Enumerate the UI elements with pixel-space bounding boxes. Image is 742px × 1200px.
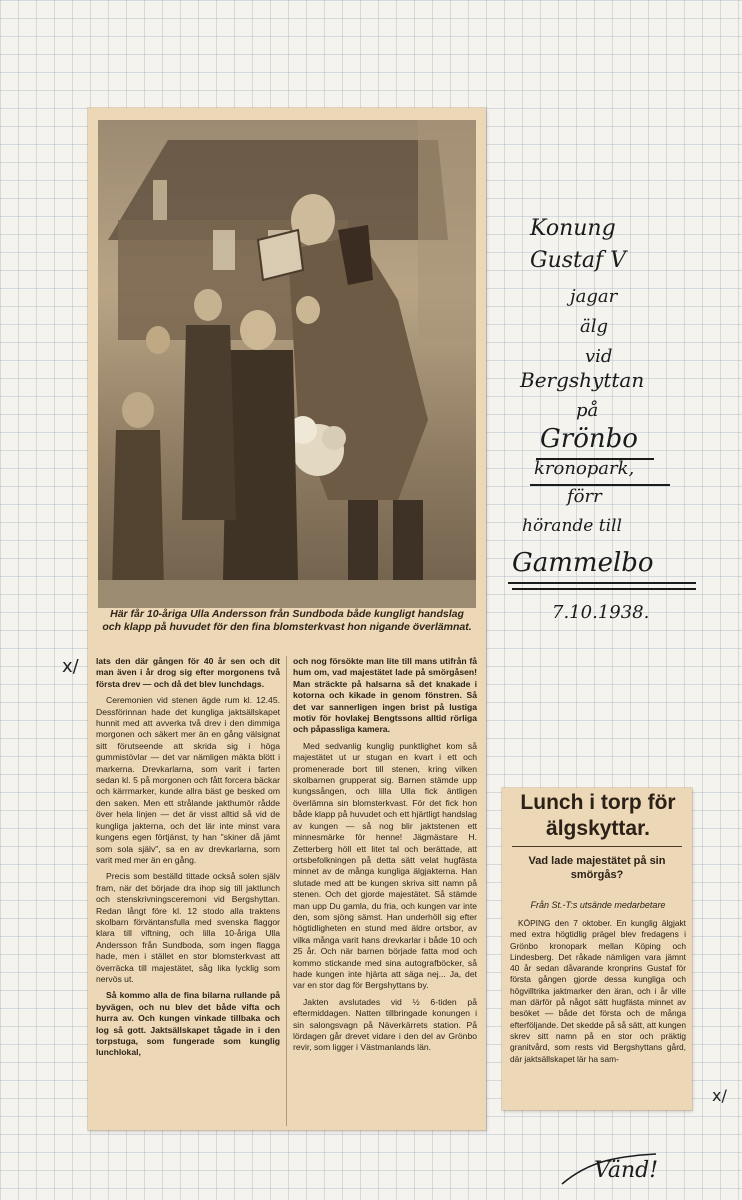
lunch-byline: Från St.-T:s utsände medarbetare: [530, 900, 666, 910]
handwriting-line-5: vid: [585, 346, 613, 367]
headline-rule: [512, 846, 682, 847]
margin-mark-right: x/: [712, 1086, 727, 1105]
article-paragraph: Så kommo alla de fina bilarna rullande på byvägen, och nu blev det både vifta och hurra av. Och kungen vinkade tillbaka och log så gott. Jaktsällskapet tågade in i den torpstuga, som fungerade som kunglig lunchlokal,: [96, 990, 280, 1058]
handwriting-line-11: hörande till: [522, 516, 622, 536]
handwriting-line-3: jagar: [570, 286, 618, 307]
article-paragraph: och nog försökte man lite till mans utifrån få hum om, vad majestätet lade på smörgåsen! Man sträckte på halsarna så det knakade i kotorna och kikade in genom fönstren. Så det var sannerligen ingen brist på lustiga motiv för hovlakej Bengtssons alltid rörliga och påpassliga kamera.: [293, 656, 477, 735]
handwriting-line-2: Gustaf V: [530, 248, 627, 273]
lunch-headline: Lunch i torp för älgskyttar.: [520, 791, 676, 840]
article-paragraph: Precis som beställd tittade också solen själv fram, när det började dra ihop sig till jaktlunch och stenskrivningsceremoni vid Bergshyttan. Redan långt före kl. 12 stodo alla traktens skolbarn förväntansfulla med svenska flaggor klara till viftning, och lilla 10-åriga Ulla Andersson från Sundboda, som ingen flagga hade, men i stället en stor blomsterkvast att överräcka till majestätet, såg lika lycklig som nervös ut.: [96, 871, 280, 984]
article-paragraph: Ceremonien vid stenen ägde rum kl. 12.45. Dessförinnan hade det kungliga jaktsällskapet hunnit med att avverka två drev i den dimmiga morgonen och säkert mer än en gång välsignat sitt förutseende att skrida sig i höga gummistövlar — det var nämligen mäkta blött i markerna. Drevkarlarna, som varit i farten sedan kl. 5 på morgonen och fått forcera bäckar och kärrmarker, kunde allra bäst ge besked om den saken. Men ett strålande jakthumör rådde över hela linjen — det är visst alltid så vid de kungliga jakterna, och det lär inte minst vara kungens egen förtjänst, ty han "skiner då jämt som sola själv", sa en av drevkarlarna, som varit med mer än en gång.: [96, 695, 280, 865]
handwriting-line-6: Bergshyttan: [520, 368, 645, 392]
lunch-body-text: KÖPING den 7 oktober. En kunglig älgjakt med extra högtidlig prägel blev fredagens i Grönbo kronopark mellan Köping och Lindesberg. Det råkade nämligen vara jämnt 40 år sedan dåvarande kronprins Gustaf för första gången gjorde dessa kungliga och högvilltrika jaktmarker den äran, och i år ville man därför på något sätt hugfästa minnet av besöket — både det första och de många efterföljande. Det skedde på så sätt, att kungen skrev sitt namn på en stor och präktig granitvård, som rests vid Bergshyttans gård, där jaktsällskapet lär ha sam-: [510, 918, 686, 1064]
article-paragraph: lats den där gången för 40 år sen och dit man även i år drog sig efter morgonens två första drev — och då det blev lunchdags.: [96, 656, 280, 689]
lunch-subheadline: Vad lade majestätet på sin smörgås?: [528, 855, 666, 881]
newspaper-clipping-main: [88, 108, 486, 1130]
underline-gammelbo-2: [512, 588, 696, 590]
handwriting-date: 7.10.1938.: [552, 602, 650, 623]
handwriting-line-10: förr: [567, 486, 602, 507]
handwriting-line-12: Gammelbo: [512, 548, 654, 578]
handwriting-line-8: Grönbo: [540, 424, 638, 454]
handwriting-turn-over: Vänd!: [594, 1158, 659, 1183]
newspaper-clipping-lunch: [502, 788, 692, 1110]
column-divider: [286, 656, 287, 1126]
photo-illustration: [98, 120, 476, 608]
article-paragraph: Med sedvanlig kunglig punktlighet kom så majestätet ut ur stugan en kvart i ett och promenerade bort till stenen, kring vilken skolbarnen grupperat sig. Barnen stämde upp kungssången, och lilla Ulla fick äntligen överlämna sin blomsterkvast. För det fick hon både klapp på huvudet och ett hjärtligt handslag av kungen — så nog blir jaktstenen ett minnesmärke för henne! Jägmästare H. Zetterberg höll ett litet tal och berättade, att ortsbefolkningen på detta sätt velat hugfästa minnet av de många kungliga älgjakterna. Han slutade med att be kungen skriva sitt namn på stenen. Och det gjorde majestätet. Så stämde man upp Du gamla, du fria, och kungen var inte den, som sjöng sämst. Han underhöll sig efter högtidligheten en stund med äldre ortsbor, av vilka många varit hans drevkarlar i både 10 och 25 år. Och när barnen började fatta mod och kommo stickande med sina autografböcker, så hade kungen inte hjärta att säga nej... Ja, det var en stor dag för Bergshyttans by.: [293, 740, 477, 991]
article-column-left: [96, 656, 280, 1064]
handwriting-line-4: älg: [580, 316, 609, 337]
photo-caption: Här får 10-åriga Ulla Andersson från Sundboda både kungligt handslag och klapp på huvudet för den fina blomsterkvast hon nigande överlämnat.: [102, 608, 472, 633]
margin-mark-left: x/: [62, 656, 79, 677]
lunch-body: [510, 918, 686, 1065]
article-column-right: [293, 656, 477, 1059]
handwriting-line-7: på: [576, 400, 599, 421]
handwriting-line-9: kronopark,: [534, 458, 635, 479]
turn-swash: [560, 1150, 660, 1190]
handwriting-line-1: Konung: [530, 216, 616, 241]
underline-gammelbo-1: [508, 582, 696, 584]
news-photo-king-and-children: [98, 120, 476, 608]
article-paragraph: Jakten avslutades vid ½ 6-tiden på eftermiddagen. Natten tillbringade konungen i sin salongsvagn på Näverkärrets station. På lördagen går drevet vidare i den del av Grönbo revir, som ligger i Västmanlands län.: [293, 996, 477, 1053]
